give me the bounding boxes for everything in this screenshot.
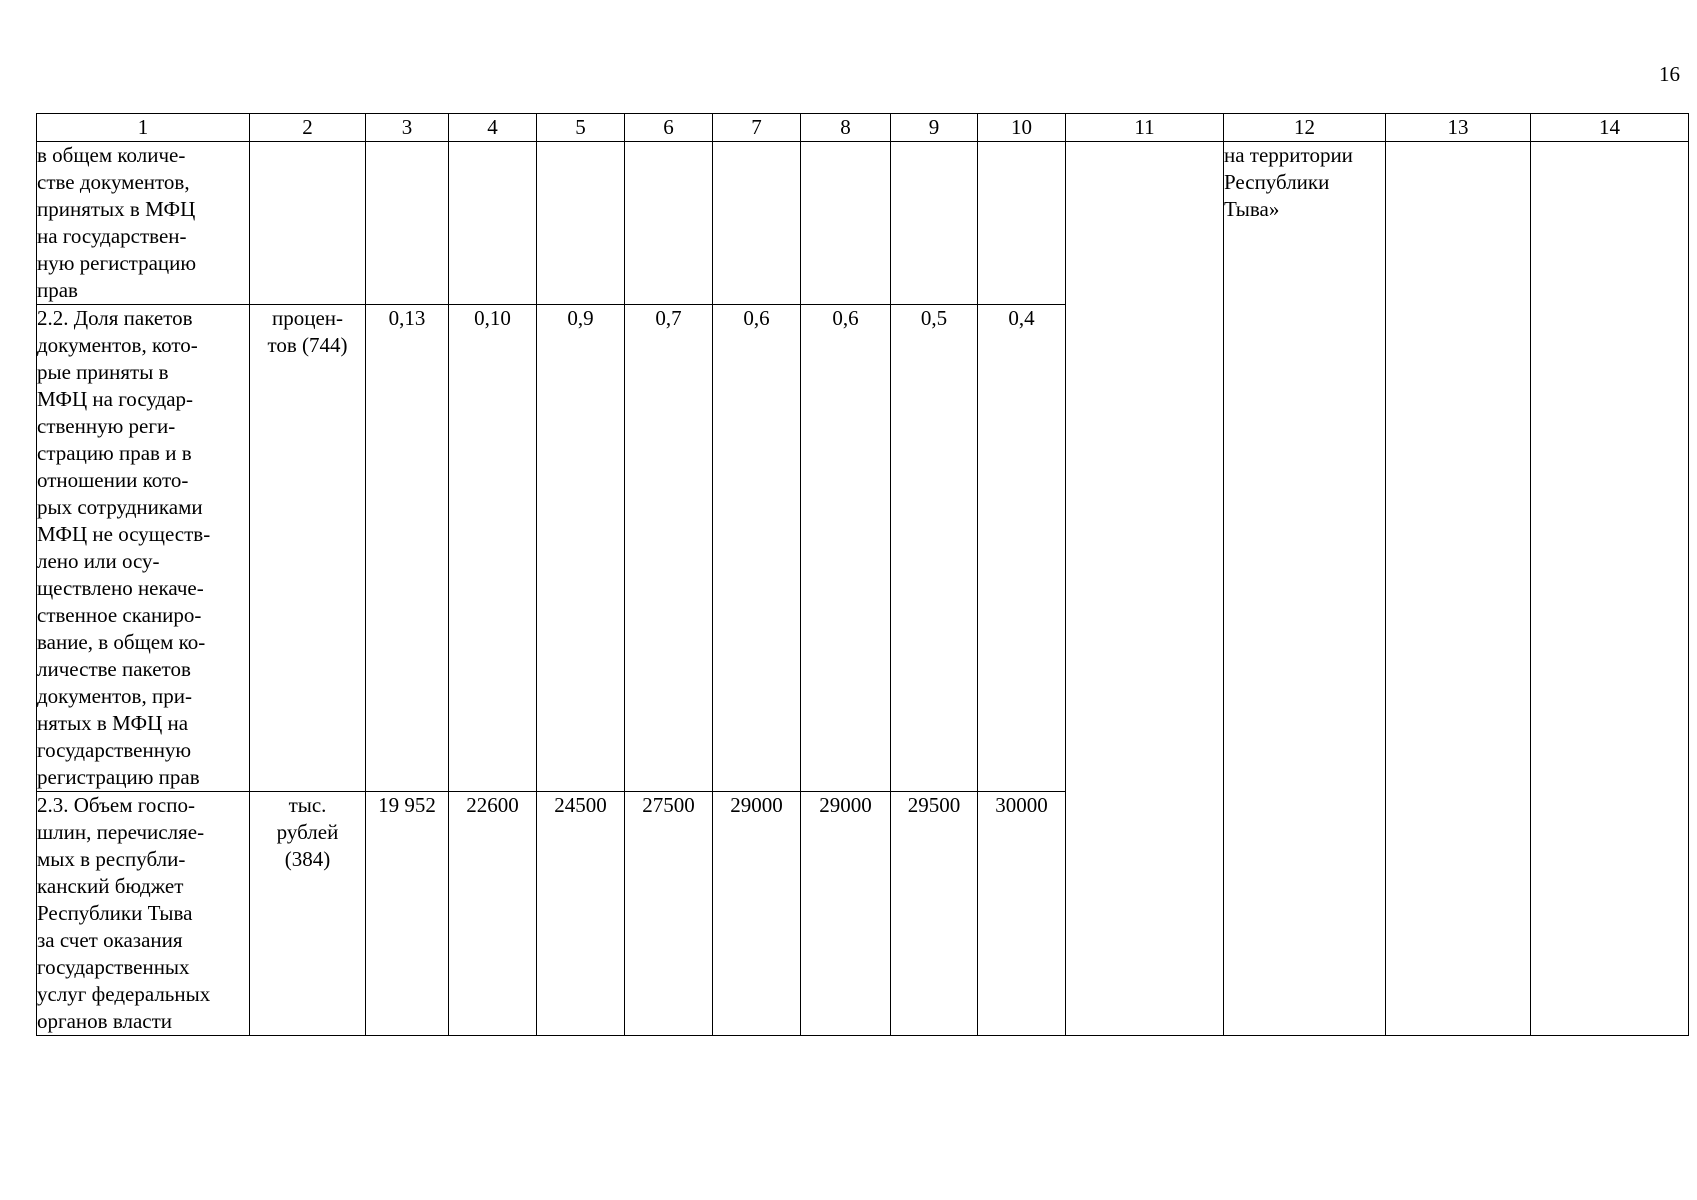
value-cell: 29000 — [801, 792, 891, 1036]
table-cell — [978, 142, 1066, 305]
table-cell — [449, 142, 537, 305]
header-row — [37, 114, 1689, 142]
indicator-name-continued: в общем количе- стве документов, принятых в МФЦ на государствен- ную регистрацию прав — [37, 142, 250, 305]
indicator-name: 2.2. Доля пакетов документов, кото- рые приняты в МФЦ на государ- ственную реги- страцию прав и в отношении кото- рых сотрудниками МФЦ не осуществ- лено или осу- ществлено некаче- ственное сканиро- вание, в общем ко- личестве пакетов документов, при- нятых в МФЦ на государственную регистрацию прав — [37, 305, 250, 792]
value-cell: 29500 — [891, 792, 978, 1036]
value-cell: 0,6 — [713, 305, 801, 792]
program-note-cell: на территории Республики Тыва» — [1224, 142, 1386, 1036]
value-cell: 0,5 — [891, 305, 978, 792]
value-cell: 0,4 — [978, 305, 1066, 792]
column-header: 3 — [366, 114, 449, 142]
column-11-cell — [1066, 142, 1224, 1036]
value-cell: 27500 — [625, 792, 713, 1036]
table-row — [37, 142, 1689, 305]
table-cell — [625, 142, 713, 305]
value-cell: 0,6 — [801, 305, 891, 792]
table-cell — [891, 142, 978, 305]
value-cell: 19 952 — [366, 792, 449, 1036]
column-header: 13 — [1386, 114, 1531, 142]
column-header: 5 — [537, 114, 625, 142]
value-cell: 29000 — [713, 792, 801, 1036]
table-cell — [366, 142, 449, 305]
value-cell: 0,10 — [449, 305, 537, 792]
column-header: 4 — [449, 114, 537, 142]
column-header: 8 — [801, 114, 891, 142]
column-header: 6 — [625, 114, 713, 142]
column-header: 14 — [1531, 114, 1689, 142]
column-header: 1 — [37, 114, 250, 142]
unit-cell: процен- тов (744) — [250, 305, 366, 792]
value-cell: 30000 — [978, 792, 1066, 1036]
table-cell — [713, 142, 801, 305]
value-cell: 24500 — [537, 792, 625, 1036]
column-header: 7 — [713, 114, 801, 142]
column-header: 10 — [978, 114, 1066, 142]
value-cell: 0,13 — [366, 305, 449, 792]
value-cell: 22600 — [449, 792, 537, 1036]
column-header: 2 — [250, 114, 366, 142]
column-header: 9 — [891, 114, 978, 142]
table-cell — [801, 142, 891, 305]
table-cell — [537, 142, 625, 305]
indicators-table — [36, 113, 1689, 1036]
indicator-name: 2.3. Объем госпо- шлин, перечисляе- мых в республи- канский бюджет Республики Тыва за счет оказания государственных услуг федеральных органов власти — [37, 792, 250, 1036]
column-header: 11 — [1066, 114, 1224, 142]
unit-cell: тыс. рублей (384) — [250, 792, 366, 1036]
column-13-cell — [1386, 142, 1531, 1036]
table-cell — [250, 142, 366, 305]
page-number: 16 — [1659, 62, 1680, 86]
value-cell: 0,7 — [625, 305, 713, 792]
value-cell: 0,9 — [537, 305, 625, 792]
column-14-cell — [1531, 142, 1689, 1036]
column-header: 12 — [1224, 114, 1386, 142]
